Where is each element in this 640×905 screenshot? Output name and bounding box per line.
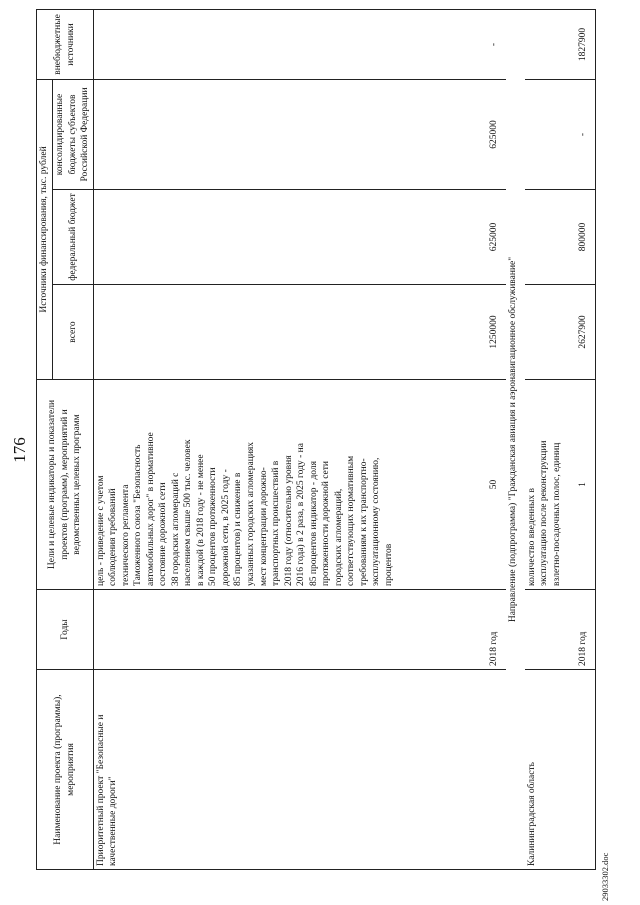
goal-line: мест концентрации дорожно-: [258, 467, 269, 586]
goal-line: транспортных происшествий в: [271, 460, 282, 586]
financing-table: [36, 9, 596, 870]
table-row: [487, 9, 506, 869]
table-row: [93, 9, 487, 869]
goal-line: в каждой (в 2018 году - не менее: [195, 454, 206, 586]
row-name: Калининградская область: [525, 670, 576, 870]
header-extrabudget: внебюджетные источники: [37, 9, 94, 79]
goal-line: населением свыше 500 тыс. человек: [183, 439, 194, 586]
section-title: [506, 9, 525, 869]
goal-line: цель - приведение с учетом: [95, 475, 106, 586]
goal-line: 2018 году (относительно уровня: [283, 455, 294, 586]
header-goals: Цели и целевые индикаторы и показатели проектов (программ), мероприятий и ведомственных целевых программ: [37, 380, 94, 590]
goal-cell: [93, 380, 487, 590]
header-years: Годы: [37, 590, 94, 670]
row-year: 2018 год: [487, 590, 506, 670]
goal-line: эксплуатационному состоянию,: [371, 457, 382, 586]
goal-line: 38 городских агломераций с: [170, 472, 181, 586]
section-title-text: Направление (подпрограмма) "Гражданская авиация и аэронавигационное обслуживание": [507, 256, 518, 623]
goal-line: автомобильных дорог" в нормативное: [145, 432, 156, 586]
goal-line: количество введенных в: [526, 488, 537, 586]
goal-line: соблюдения требований: [108, 488, 119, 586]
goal-line: указанных городских агломерациях: [245, 441, 256, 586]
goal-line: 85 процентов индикатор - доля: [308, 460, 319, 586]
goal-line: процентов: [383, 543, 394, 586]
value-extrabudget: -: [487, 9, 506, 79]
goal-line: 85 процентов) и снижение в: [233, 472, 244, 586]
value-federal: 625000: [487, 190, 506, 285]
row-year: 2018 год: [576, 590, 596, 670]
goal-line: 2016 года) в 2 раза, в 2025 году - на: [296, 443, 307, 586]
goal-cell: [525, 380, 576, 590]
table-row: [525, 9, 576, 869]
header-federal: федеральный бюджет: [53, 190, 94, 285]
header-regional: консолидированные бюджеты субъектов Российской Федерации: [53, 79, 94, 189]
header-total: всего: [53, 285, 94, 380]
value-federal: 800000: [576, 190, 596, 285]
goal-line: технического регламента: [120, 484, 131, 586]
goal-line: 50 процентов протяженности: [208, 467, 219, 586]
table-row: [576, 9, 596, 869]
section-row: [506, 9, 525, 869]
goal-line: состояние дорожной сети: [158, 482, 169, 586]
header-financing-group: Источники финансирования, тыс. рублей: [37, 79, 53, 379]
goal-line: протяженности дорожной сети: [321, 461, 332, 586]
value-regional: 625000: [487, 79, 506, 189]
goal-value: 1: [576, 380, 596, 590]
goal-line: дорожной сети, в 2025 году -: [220, 469, 231, 586]
value-extrabudget: 1827900: [576, 9, 596, 79]
goal-line: эксплуатацию после реконструкции: [539, 440, 550, 586]
goal-line: взлетно-посадочных полос, единиц: [551, 442, 562, 586]
goal-line: Таможенного союза "Безопасность: [133, 444, 144, 586]
row-name: Приоритетный проект "Безопасные и качественные дороги": [93, 670, 487, 870]
value-total: 1250000: [487, 285, 506, 380]
goal-line: требованиям к их транспортно-: [358, 458, 369, 586]
header-name: Наименование проекта (программы), мероприятия: [37, 670, 94, 870]
value-total: 2627900: [576, 285, 596, 380]
goal-value: 50: [487, 380, 506, 590]
page-number: 176: [10, 437, 29, 463]
value-regional: -: [576, 79, 596, 189]
goal-line: городских агломераций,: [333, 488, 344, 586]
document-code: 29033302.doc: [600, 852, 610, 901]
goal-line: соответствующих нормативным: [346, 455, 357, 586]
